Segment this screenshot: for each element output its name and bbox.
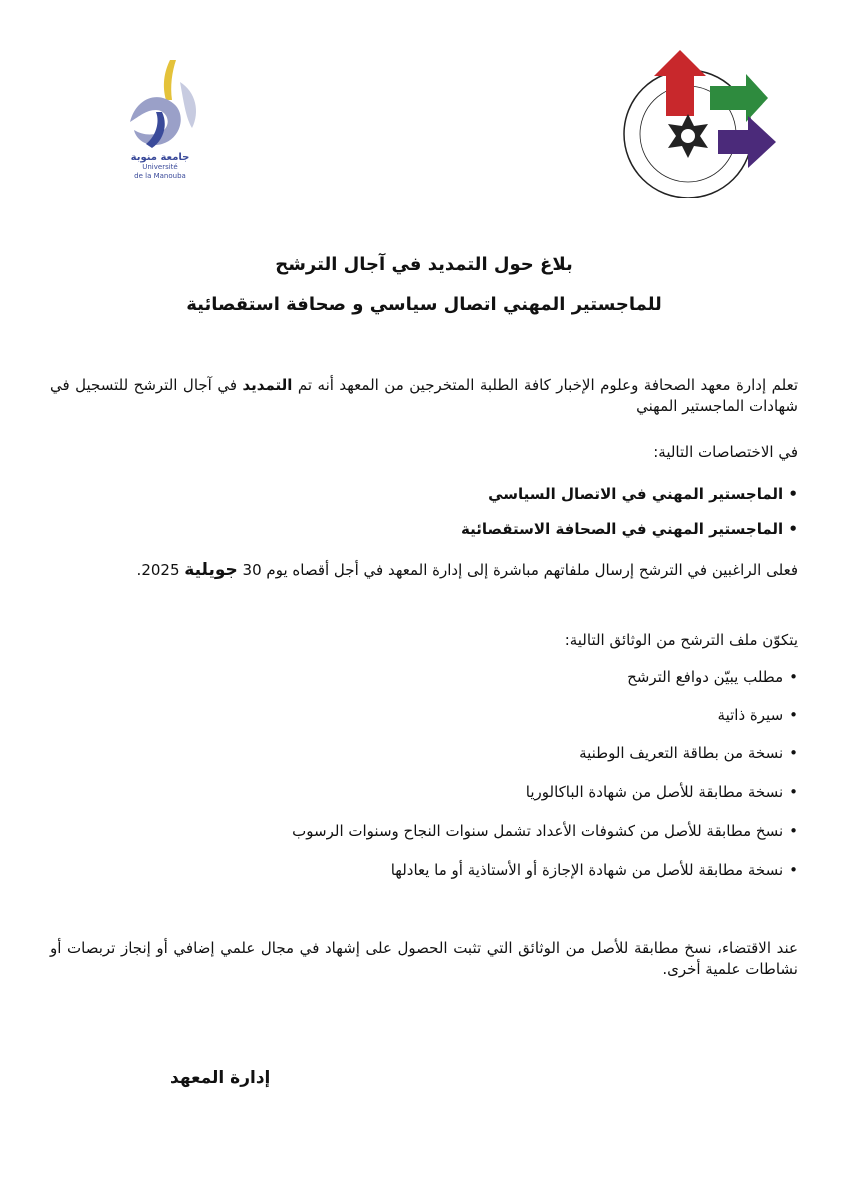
university-name-french-1: Université xyxy=(142,163,178,171)
document-item-baccalaureate: نسخة مطابقة للأصل من شهادة الباكالوريا xyxy=(525,783,784,801)
list-item xyxy=(50,743,798,764)
document-item-cv: سيرة ذاتية xyxy=(717,706,784,724)
deadline-end: 2025. xyxy=(136,561,185,579)
svg-text:INSTITUT DE PRESSE ET DES SCIE xyxy=(618,46,622,48)
bullet-icon: • xyxy=(789,706,798,724)
bullet-icon: • xyxy=(789,861,798,879)
intro-paragraph xyxy=(50,375,798,417)
university-emblem-icon xyxy=(100,52,220,152)
document-item-degree: نسخة مطابقة للأصل من شهادة الإجازة أو الأستاذية أو ما يعادلها xyxy=(390,861,784,879)
list-item xyxy=(50,860,798,881)
signature: إدارة المعهد xyxy=(170,1068,271,1088)
bullet-icon: • xyxy=(789,822,798,840)
documents-label: يتكوّن ملف الترشح من الوثائق التالية: xyxy=(564,631,798,649)
announcement-subtitle: للماجستير المهني اتصال سياسي و صحافة استقصائية xyxy=(186,294,662,315)
list-item xyxy=(50,667,798,688)
announcement-title: بلاغ حول التمديد في آجال الترشح xyxy=(275,254,573,275)
deadline-month: جويلية xyxy=(184,560,238,580)
bullet-icon: • xyxy=(789,668,798,686)
intro-bold: التمديد xyxy=(242,376,293,394)
institute-emblem-icon xyxy=(618,46,778,198)
specialty-item-political-communication: • الماجستير المهني في الاتصال السياسي xyxy=(488,485,798,503)
deadline-paragraph xyxy=(50,560,798,581)
university-name-french-2: de la Manouba xyxy=(134,172,186,180)
document-item-transcripts: نسخ مطابقة للأصل من كشوفات الأعداد تشمل سنوات النجاح وسنوات الرسوب xyxy=(292,822,784,840)
institute-logo xyxy=(618,46,778,198)
deadline-start: فعلى الراغبين في الترشح إرسال ملفاتهم مباشرة إلى إدارة المعهد في أجل أقصاه يوم 30 xyxy=(237,561,798,579)
bullet-icon: • xyxy=(789,783,798,801)
specialty-item-investigative-journalism: • الماجستير المهني في الصحافة الاستقصائية xyxy=(460,520,798,538)
intro-end: في آجال الترشح للتسجيل في شهادات الماجستير المهني xyxy=(50,376,798,415)
bullet-icon: • xyxy=(789,744,798,762)
optional-documents-paragraph: عند الاقتضاء، نسخ مطابقة للأصل من الوثائق التي تثبت الحصول على إشهاد في مجال علمي إضافي أو إنجاز تربصات أو نشاطات علمية أخرى. xyxy=(50,939,798,978)
list-item xyxy=(50,705,798,726)
document-item-motivation: مطلب يبيّن دوافع الترشح xyxy=(627,668,784,686)
university-logo xyxy=(100,52,220,197)
intro-start: تعلم إدارة معهد الصحافة وعلوم الإخبار كافة الطلبة المتخرجين من المعهد أنه تم xyxy=(292,376,798,394)
list-item xyxy=(50,782,798,803)
document-item-id-card: نسخة من بطاقة التعريف الوطنية xyxy=(579,744,784,762)
university-name-arabic: جامعة منوبة xyxy=(130,152,190,163)
list-item xyxy=(50,821,798,842)
specialties-label: في الاختصاصات التالية: xyxy=(653,443,798,461)
